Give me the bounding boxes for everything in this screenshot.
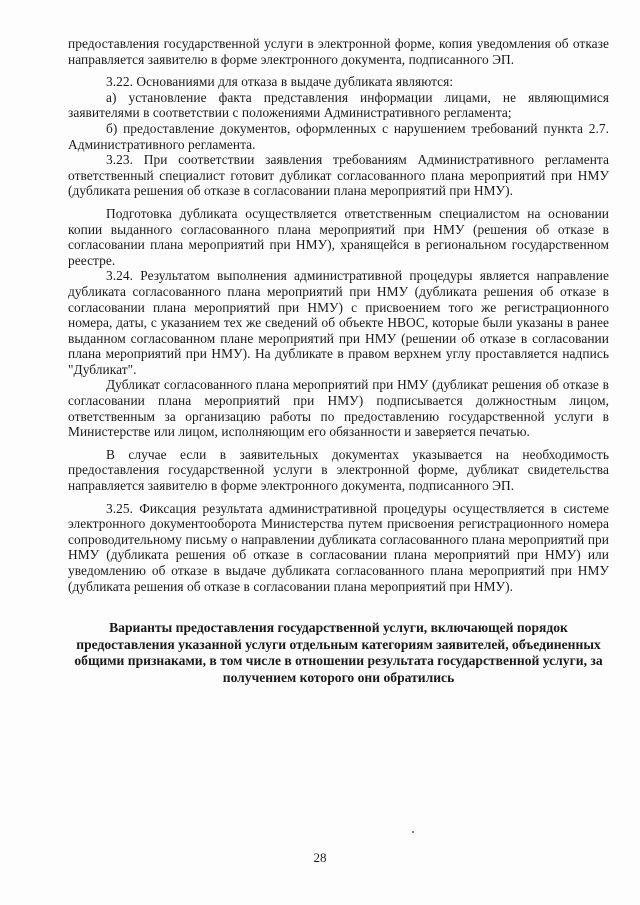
paragraph-3-24: 3.24. Результатом выполнения административной процедуры является направление дубликата согласованного плана мероприятий при НМУ (дубликата решения об отказе в согласовании плана мероприятий при НМУ) с присвоением того же регистрационного номера, даты, с указанием тех же сведений об объекте НВОС, которые были указаны в ранее выданном согласованном плане мероприятий при НМУ (решении об отказе в согласовании плана мероприятий при НМУ). На дубликате в правом верхнем углу проставляется надпись "Дубликат". [68, 268, 609, 377]
paragraph-3-22: 3.22. Основаниями для отказа в выдаче дубликата являются: [106, 74, 454, 90]
paragraph: В случае если в заявительных документах указывается на необходимость предоставления государственной услуги в электронной форме, дубликат свидетельства направляется заявителю в форме электронного документа, подписанного ЭП. [68, 446, 609, 494]
scan-speck [412, 831, 414, 833]
paragraph: Дубликат согласованного плана мероприятий при НМУ (дубликат решения об отказе в согласовании плана мероприятий при НМУ) подписывается должностным лицом, ответственным за организацию работы по предоставлению государственной услуги в Министерстве или лицом, исполняющим его обязанности и заверяется печатью. [68, 377, 609, 440]
page-number: 28 [313, 850, 327, 865]
paragraph: предоставления государственной услуги в электронной форме, копия уведомления об отказе направляется заявителю в форме электронного документа, подписанного ЭП. [68, 36, 609, 67]
document-body [68, 36, 609, 687]
section-heading: Варианты предоставления государственной услуги, включающей порядок предоставления указанной услуги отдельным категориям заявителей, объединенных общими признаками, в том числе в отношении результата государственной услуги, за получением которого они обратились [74, 620, 603, 685]
paragraph-item-a: а) установление факта представления информации лицами, не являющимися заявителями в соответствии с положениями Административного регламента; [68, 89, 609, 121]
paragraph-3-25: 3.25. Фиксация результата административной процедуры осуществляется в системе электронного документооборота Министерства путем присвоения регистрационного номера сопроводительному письму о направлении дубликата согласованного плана мероприятий при НМУ (дубликата решения об отказе в согласовании плана мероприятий при НМУ) или уведомлению об отказе в выдаче дубликата согласованного плана мероприятий при НМУ (дубликата решения об отказе в согласовании плана мероприятий при НМУ). [68, 500, 609, 594]
paragraph-item-b: б) предоставление документов, оформленных с нарушением требований пункта 2.7. Административного регламента. [68, 120, 609, 152]
paragraph-3-23: 3.23. При соответствии заявления требованиям Административного регламента ответственный специалист готовит дубликат согласованного плана мероприятий при НМУ (дубликата решения об отказе в согласовании плана мероприятий при НМУ). [68, 152, 609, 199]
paragraph: Подготовка дубликата осуществляется ответственным специалистом на основании копии выданного согласованного плана мероприятий при НМУ (решения об отказе в согласовании плана мероприятий при НМУ), хранящейся в региональном государственном реестре. [68, 205, 609, 268]
